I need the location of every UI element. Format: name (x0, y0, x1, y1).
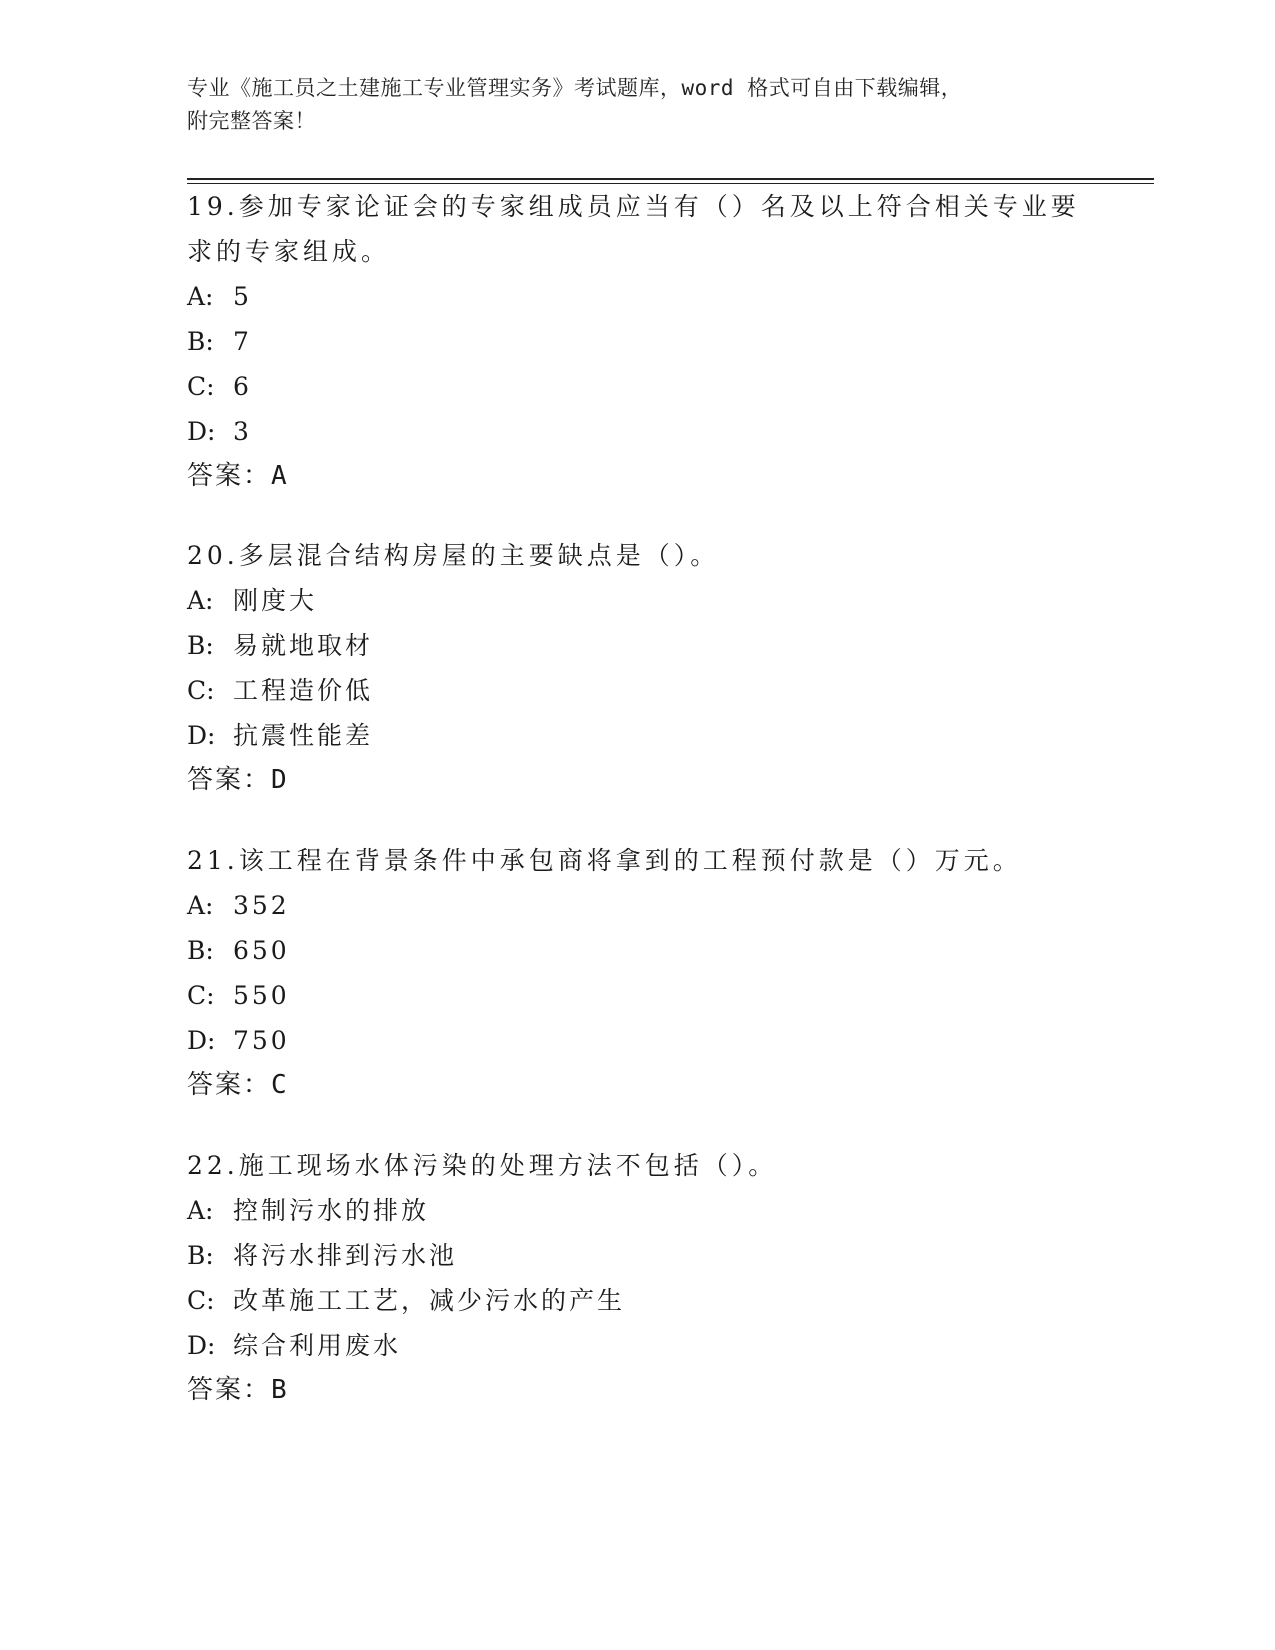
option-c (187, 668, 1087, 713)
option-key: D: (187, 1026, 216, 1055)
option-text: 7 (233, 327, 252, 356)
option-text: 刚度大 (233, 586, 318, 615)
option-text: 5 (233, 282, 252, 311)
answer-line (187, 758, 1087, 803)
question-20 (187, 533, 1087, 803)
option-d (187, 1018, 1087, 1063)
answer-line (187, 1368, 1087, 1413)
option-text: 工程造价低 (233, 676, 374, 705)
option-key: A: (187, 586, 214, 615)
option-b (187, 319, 1087, 364)
option-c (187, 1278, 1087, 1323)
option-text: 550 (233, 981, 290, 1010)
header-divider-thick (187, 178, 1154, 180)
question-stem-line: 求的专家组成。 (187, 237, 391, 266)
question-stem (187, 533, 1087, 578)
option-d (187, 1323, 1087, 1368)
option-b (187, 623, 1087, 668)
question-21 (187, 838, 1087, 1108)
option-key: B: (187, 936, 214, 965)
option-key: D: (187, 417, 216, 446)
option-key: B: (187, 631, 214, 660)
option-text: 352 (233, 891, 290, 920)
answer-label: 答案： (187, 765, 272, 795)
option-a (187, 274, 1087, 319)
option-text: 将污水排到污水池 (233, 1241, 458, 1270)
question-stem (187, 838, 1087, 883)
option-a (187, 578, 1087, 623)
option-key: C: (187, 981, 215, 1010)
question-stem-line: 21.该工程在背景条件中承包商将拿到的工程预付款是（）万元。 (187, 846, 1022, 875)
option-text: 综合利用废水 (233, 1331, 402, 1360)
option-text: 易就地取材 (233, 631, 374, 660)
option-c (187, 364, 1087, 409)
option-key: A: (187, 282, 214, 311)
option-key: A: (187, 891, 214, 920)
option-key: B: (187, 1241, 214, 1270)
answer-label: 答案： (187, 461, 272, 491)
option-text: 750 (233, 1026, 290, 1055)
answer-value: A (271, 461, 287, 491)
option-key: A: (187, 1196, 214, 1225)
answer-line (187, 454, 1087, 499)
answer-value: D (271, 765, 287, 795)
answer-line (187, 1063, 1087, 1108)
header-line-1: 专业《施工员之土建施工专业管理实务》考试题库，word 格式可自由下载编辑， (187, 76, 963, 100)
question-19 (187, 184, 1087, 499)
option-d (187, 409, 1087, 454)
option-key: B: (187, 327, 214, 356)
option-key: C: (187, 372, 215, 401)
question-stem (187, 1143, 1087, 1188)
option-key: C: (187, 676, 215, 705)
option-text: 3 (233, 417, 252, 446)
option-a (187, 1188, 1087, 1233)
answer-label: 答案： (187, 1375, 272, 1405)
option-a (187, 883, 1087, 928)
question-stem-line: 20.多层混合结构房屋的主要缺点是（）。 (187, 541, 720, 570)
option-text: 抗震性能差 (233, 721, 374, 750)
option-key: D: (187, 721, 216, 750)
option-key: D: (187, 1331, 216, 1360)
answer-value: C (271, 1070, 287, 1100)
question-stem-line: 22.施工现场水体污染的处理方法不包括（）。 (187, 1151, 778, 1180)
option-c (187, 973, 1087, 1018)
question-stem (187, 184, 1087, 274)
question-22 (187, 1143, 1087, 1413)
option-text: 控制污水的排放 (233, 1196, 430, 1225)
option-d (187, 713, 1087, 758)
answer-value: B (271, 1375, 287, 1405)
option-b (187, 928, 1087, 973)
header-line-2: 附完整答案！ (187, 109, 316, 133)
option-key: C: (187, 1286, 215, 1315)
option-text: 650 (233, 936, 290, 965)
option-text: 6 (233, 372, 252, 401)
option-text: 改革施工工艺，减少污水的产生 (233, 1286, 626, 1315)
question-stem-line: 19.参加专家论证会的专家组成员应当有（）名及以上符合相关专业要 (187, 192, 1080, 221)
document-header (187, 72, 1087, 138)
answer-label: 答案： (187, 1070, 272, 1100)
option-b (187, 1233, 1087, 1278)
